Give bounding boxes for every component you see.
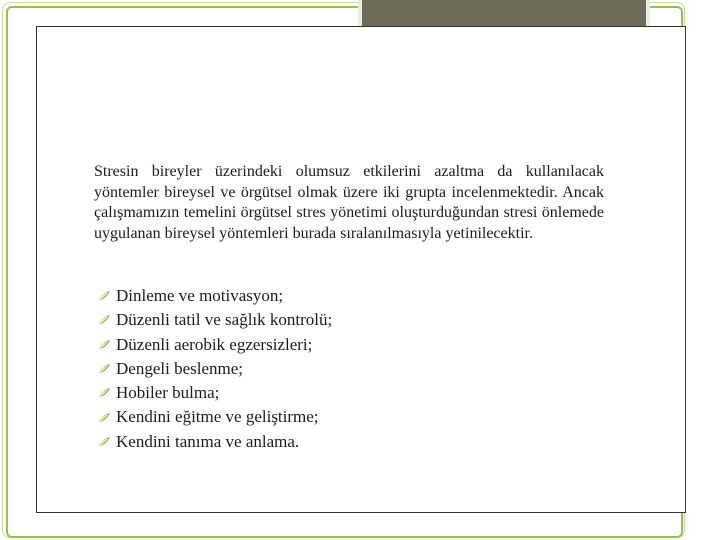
list-item [97,381,332,405]
bullet-text: Dengeli beslenme; [116,358,243,378]
list-item [97,430,332,454]
bullet-text: Hobiler bulma; [116,383,220,403]
leaf-icon [97,387,111,399]
intro-paragraph: Stresin bireyler üzerindeki olumsuz etkilerini azaltma da kullanılacak yöntemler bireysel ve örgütsel olmak üzere iki grupta incelenmektedir. Ancak çalışmamızın temelini örgütsel stres yönetimi oluşturduğundan stresi önlemede uygulanan bireysel yöntemleri burada sıralanılmasıyla yetinilecektir. [94,163,604,242]
list-item [97,284,332,308]
bullet-text: Düzenli tatil ve sağlık kontrolü; [116,310,333,330]
bullet-text: Dinleme ve motivasyon; [116,286,284,305]
bullet-list [97,284,332,454]
leaf-icon [97,339,111,351]
bullet-text: Düzenli aerobik egzersizleri; [116,334,313,354]
list-item [97,357,332,381]
leaf-icon [97,363,111,375]
leaf-icon [97,436,111,448]
leaf-icon [97,290,111,302]
list-item [97,405,332,429]
list-item [97,333,332,357]
leaf-icon [97,412,111,424]
bullet-text: Kendini tanıma ve anlama. [116,431,300,451]
list-item [97,308,332,332]
leaf-icon [97,314,111,326]
bullet-text: Kendini eğitme ve geliştirme; [116,407,319,427]
